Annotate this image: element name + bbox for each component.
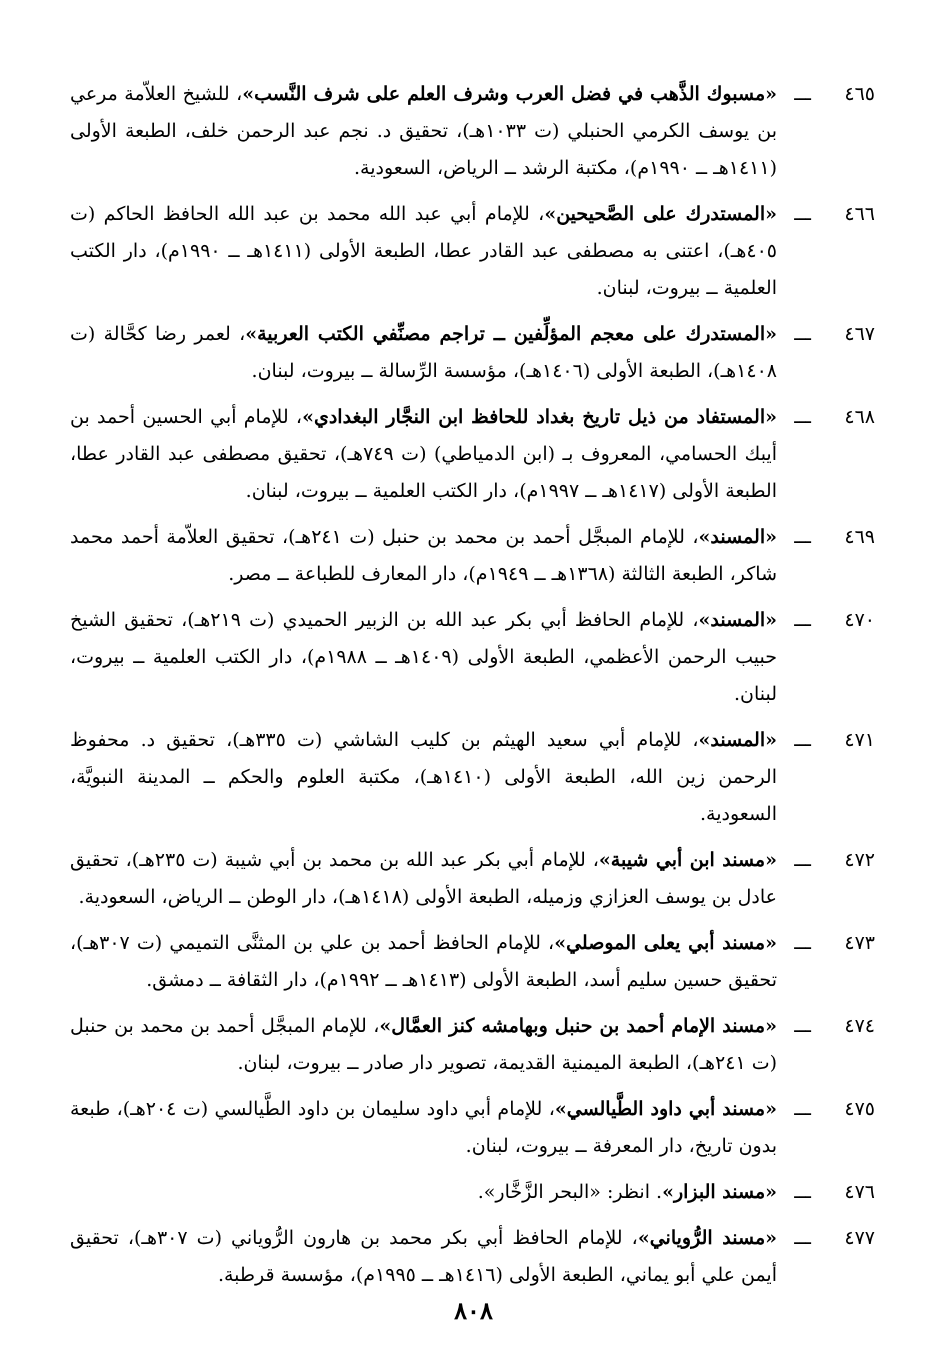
entry-number: ٤٦٥ (844, 83, 875, 105)
entry-dash: ـــ (794, 1227, 811, 1249)
entry-number: ٤٧٦ (844, 1181, 875, 1203)
entry-dash: ـــ (794, 1181, 811, 1203)
entry-dash: ـــ (794, 609, 811, 631)
entry-dash: ـــ (794, 323, 811, 345)
entry-dash: ـــ (794, 203, 811, 225)
bibliography-entry (70, 316, 875, 390)
entry-title: «المسند» (698, 609, 778, 631)
entry-title: «المستفاد من ذيل تاريخ بغداد للحافظ ابن النجَّار البغدادي» (302, 406, 777, 428)
entry-title: «مسبوك الذَّهب في فضل العرب وشرف العلم على شرف النَّسب» (242, 83, 777, 105)
entry-details: ، للإمام أبي عبد الله محمد بن عبد الله الحافظ الحاكم (ت ٤٠٥هـ)، اعتنى به مصطفى عبد القادر عطا، الطبعة الأولى (١٤١١هـ ــ ١٩٩٠م)، دار الكتب العلمية ــ بيروت، لبنان. (70, 203, 777, 299)
bibliography-entry (70, 1174, 875, 1211)
entry-details: ، للإمام الحافظ أحمد بن علي بن المثنَّى التميمي (ت ٣٠٧هـ)، تحقيق حسين سليم أسد، الطبعة الأولى (١٤١٣هـ ــ ١٩٩٢م)، دار الثقافة ــ دمشق. (70, 932, 777, 991)
bibliography-entry (70, 196, 875, 307)
bibliography-entry (70, 1091, 875, 1165)
entry-title: «المستدرك على معجم المؤلِّفين ــ تراجم مصنِّفي الكتب العربية» (245, 323, 777, 345)
bibliography-entry (70, 602, 875, 713)
entry-dash: ـــ (794, 526, 811, 548)
bibliography-entry (70, 925, 875, 999)
entry-number: ٤٧٧ (844, 1227, 875, 1249)
entry-title: «مسند البزار» (662, 1181, 777, 1203)
entry-number: ٤٧٥ (844, 1098, 875, 1120)
entry-dash: ـــ (794, 729, 811, 751)
entry-title: «مسند أبي داود الطَّيالسي» (554, 1098, 777, 1120)
entry-details: ، للإمام المبجَّل أحمد بن محمد بن حنبل (ت ٢٤١هـ)، تحقيق العلاّمة أحمد محمد شاكر، الطبعة الثالثة (١٣٦٨هـ ــ ١٩٤٩م)، دار المعارف للطباعة ــ مصر. (70, 526, 777, 585)
entry-title: «المستدرك على الصَّحيحين» (544, 203, 777, 225)
bibliography-entry (70, 399, 875, 510)
entry-dash: ـــ (794, 932, 811, 954)
entry-details: ، للإمام المبجَّل أحمد بن محمد بن حنبل (ت ٢٤١هـ)، الطبعة الميمنية القديمة، تصوير دار صادر ــ بيروت، لبنان. (70, 1015, 777, 1074)
bibliography-entry (70, 842, 875, 916)
entry-number: ٤٧٠ (844, 609, 875, 631)
bibliography-entry (70, 1008, 875, 1082)
entry-dash: ـــ (794, 849, 811, 871)
entry-number: ٤٦٩ (844, 526, 875, 548)
entry-title: «مسند أبي يعلى الموصلي» (554, 932, 777, 954)
entry-details: ، للإمام الحافظ أبي بكر محمد بن هارون الرُّوياني (ت ٣٠٧هـ)، تحقيق أيمن علي أبو يماني، الطبعة الأولى (١٤١٦هـ ــ ١٩٩٥م)، مؤسسة قرطبة. (70, 1227, 777, 1286)
entry-title: «المسند» (698, 729, 777, 751)
page-number: ٨٠٨ (454, 1296, 493, 1325)
entry-dash: ـــ (794, 1098, 811, 1120)
entry-details: ، للإمام الحافظ أبي بكر عبد الله بن الزبير الحميدي (ت ٢١٩هـ)، تحقيق الشيخ حبيب الرحمن الأعظمي، الطبعة الأولى (١٤٠٩هـ ــ ١٩٨٨م)، دار الكتب العلمية ــ بيروت، لبنان. (70, 609, 777, 705)
entry-number: ٤٧٤ (844, 1015, 875, 1037)
entry-details: . انظر: «البحر الزَّخَّار». (477, 1181, 663, 1203)
entry-details: ، للإمام أبي داود سليمان بن داود الطَّيالسي (ت ٢٠٤هـ)، طبعة بدون تاريخ، دار المعرفة ــ بيروت، لبنان. (70, 1098, 777, 1157)
bibliography-list (0, 76, 947, 1294)
entry-details: ، للإمام أبي سعيد الهيثم بن كليب الشاشي (ت ٣٣٥هـ)، تحقيق د. محفوظ الرحمن زين الله، الطبعة الأولى (١٤١٠هـ)، مكتبة العلوم والحكم ــ المدينة النبويَّة، السعودية. (70, 729, 778, 825)
entry-details: ، للإمام أبي بكر عبد الله بن محمد بن أبي شيبة (ت ٢٣٥هـ)، تحقيق عادل بن يوسف العزازي وزميله، الطبعة الأولى (١٤١٨هـ)، دار الوطن ــ الرياض، السعودية. (70, 849, 777, 908)
entry-dash: ـــ (794, 1015, 811, 1037)
entry-number: ٤٧٢ (844, 849, 875, 871)
entry-dash: ـــ (794, 406, 811, 428)
bibliography-entry (70, 519, 875, 593)
entry-title: «المسند» (698, 526, 777, 548)
entry-details: ، للإمام أبي الحسين أحمد بن أيبك الحسامي، المعروف بـ (ابن الدمياطي) (ت ٧٤٩هـ)، تحقيق مصطفى عبد القادر عطا، الطبعة الأولى (١٤١٧هـ ــ ١٩٩٧م)، دار الكتب العلمية ــ بيروت، لبنان. (70, 406, 777, 502)
entry-title: «مسند ابن أبي شيبة» (598, 849, 777, 871)
bibliography-entry (70, 76, 875, 187)
entry-dash: ـــ (794, 83, 811, 105)
entry-details: ، للشيخ العلاّمة مرعي بن يوسف الكرمي الحنبلي (ت ١٠٣٣هـ)، تحقيق د. نجم عبد الرحمن خلف، الطبعة الأولى (١٤١١هـ ــ ١٩٩٠م)، مكتبة الرشد ــ الرياض، السعودية. (70, 83, 777, 179)
entry-title: «مسند الإمام أحمد بن حنبل وبهامشه كنز العمَّال» (379, 1015, 777, 1037)
entry-number: ٤٧١ (844, 729, 875, 751)
bibliography-entry (70, 722, 875, 833)
entry-number: ٤٧٣ (844, 932, 875, 954)
entry-number: ٤٦٧ (844, 323, 875, 345)
entry-number: ٤٦٦ (844, 203, 875, 225)
bibliography-entry (70, 1220, 875, 1294)
entry-details: ، لعمر رضا كحَّالة (ت ١٤٠٨هـ)، الطبعة الأولى (١٤٠٦هـ)، مؤسسة الرِّسالة ــ بيروت، لبنان. (70, 323, 777, 382)
entry-number: ٤٦٨ (844, 406, 875, 428)
entry-title: «مسند الرُّوياني» (637, 1227, 777, 1249)
